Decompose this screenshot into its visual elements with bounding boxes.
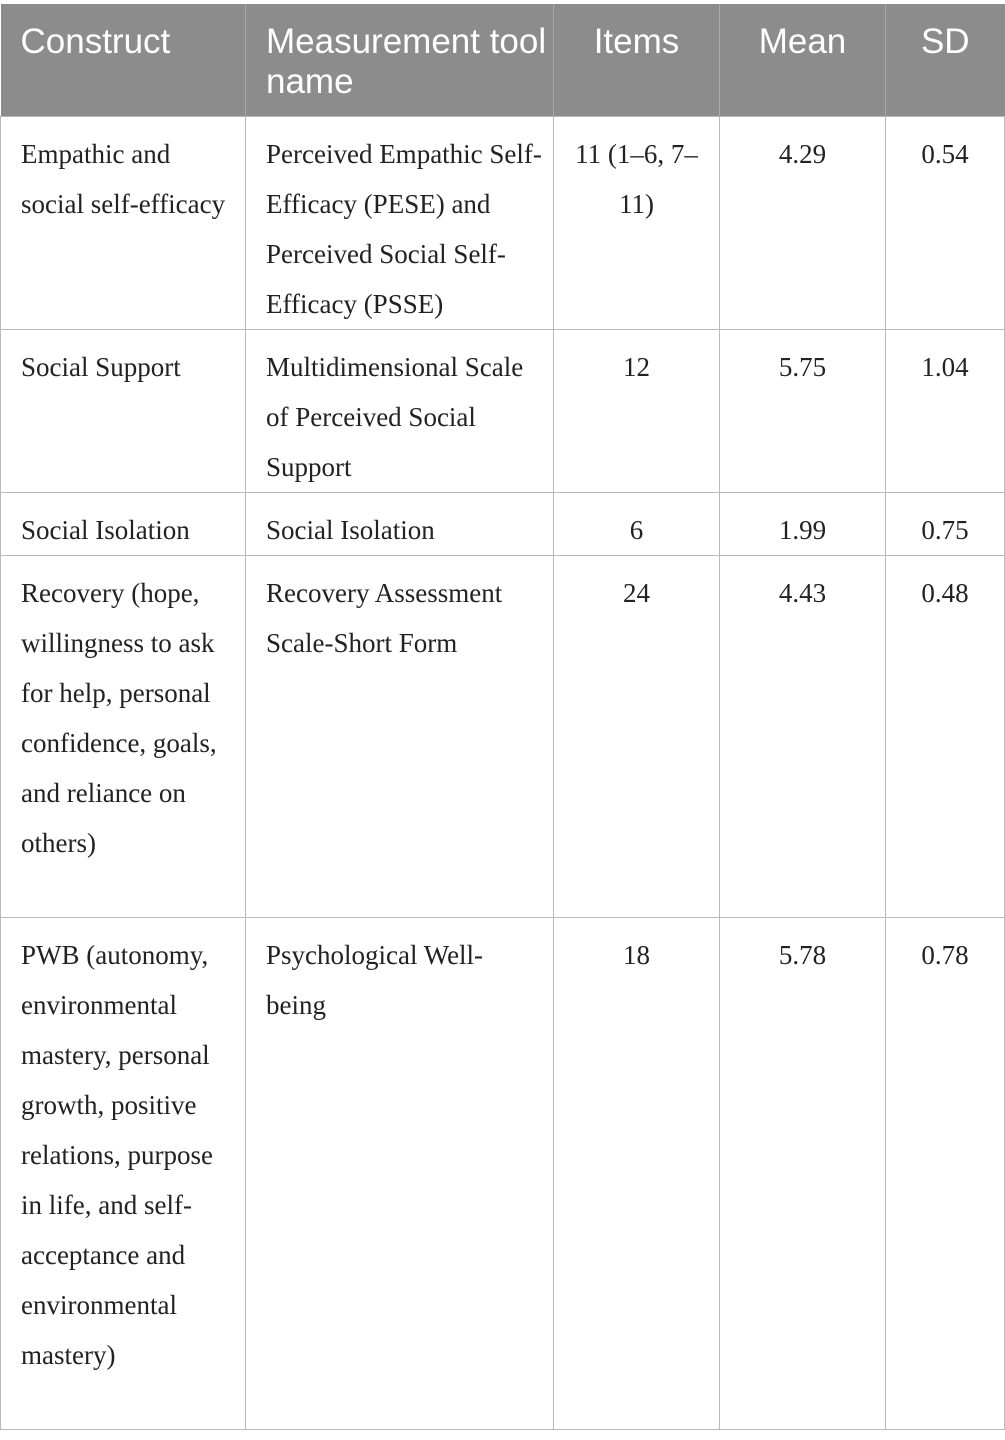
cell-construct: Recovery (hope, willingness to ask for help, personal confidence, goals, and reliance on others): [1, 556, 246, 918]
cell-mean: 1.99: [720, 493, 886, 556]
cell-tool: Psychological Well-being: [246, 918, 554, 1430]
cell-sd: 1.04: [886, 330, 1005, 493]
header-measurement-tool-name: Measurement tool name: [246, 4, 554, 117]
table-row: [1, 493, 1005, 556]
cell-construct: Social Isolation: [1, 493, 246, 556]
cell-items: 6: [554, 493, 720, 556]
table-row: [1, 330, 1005, 493]
cell-sd: 0.75: [886, 493, 1005, 556]
cell-tool: Multidimensional Scale of Perceived Social Support: [246, 330, 554, 493]
cell-construct: Social Support: [1, 330, 246, 493]
cell-items: 11 (1–6, 7–11): [554, 117, 720, 330]
cell-mean: 4.29: [720, 117, 886, 330]
cell-mean: 5.75: [720, 330, 886, 493]
table-row: [1, 117, 1005, 330]
cell-sd: 0.48: [886, 556, 1005, 918]
header-row: [1, 4, 1005, 117]
cell-tool: Social Isolation: [246, 493, 554, 556]
descriptive-statistics-table: [0, 4, 1005, 1430]
cell-items: 18: [554, 918, 720, 1430]
cell-tool: Perceived Empathic Self-Efficacy (PESE) and Perceived Social Self-Efficacy (PSSE): [246, 117, 554, 330]
cell-construct: PWB (autonomy, environmental mastery, personal growth, positive relations, purpose in life, and self-acceptance and environmental mastery): [1, 918, 246, 1430]
header-items: Items: [554, 4, 720, 117]
table-row: [1, 556, 1005, 918]
cell-mean: 5.78: [720, 918, 886, 1430]
cell-sd: 0.54: [886, 117, 1005, 330]
table-row: [1, 918, 1005, 1430]
header-mean: Mean: [720, 4, 886, 117]
header-sd: SD: [886, 4, 1005, 117]
cell-construct: Empathic and social self-efficacy: [1, 117, 246, 330]
cell-sd: 0.78: [886, 918, 1005, 1430]
header-construct: Construct: [1, 4, 246, 117]
cell-mean: 4.43: [720, 556, 886, 918]
cell-tool: Recovery Assessment Scale-Short Form: [246, 556, 554, 918]
cell-items: 12: [554, 330, 720, 493]
cell-items: 24: [554, 556, 720, 918]
